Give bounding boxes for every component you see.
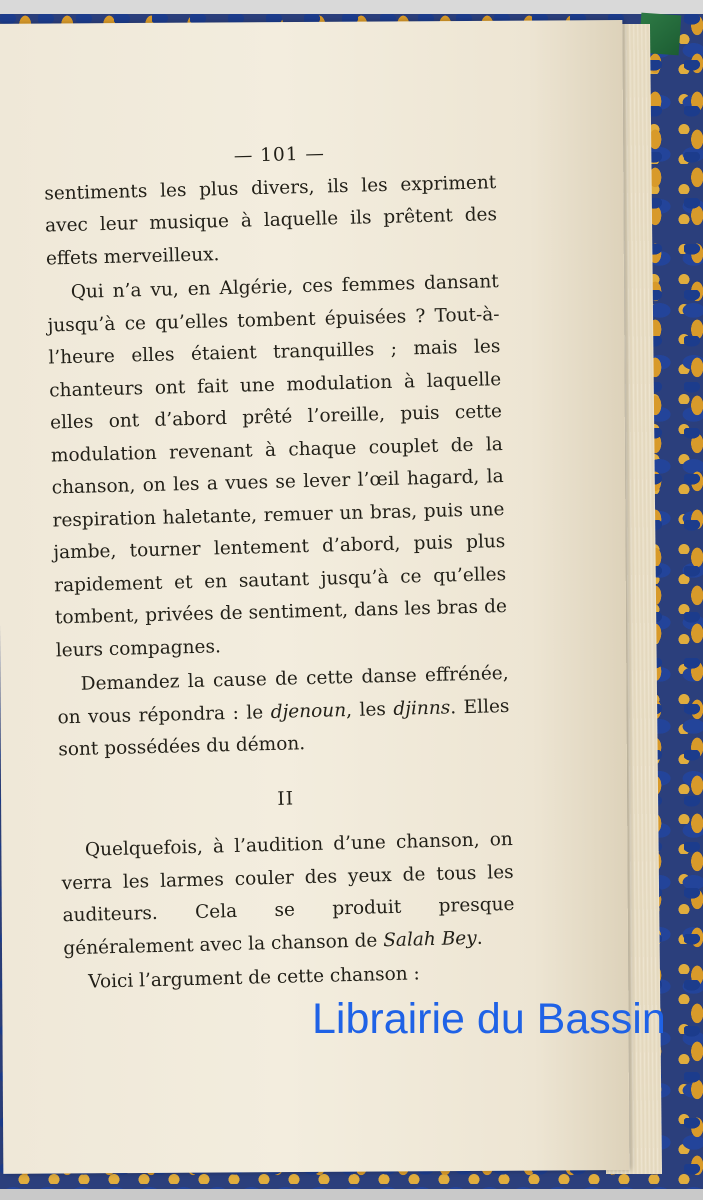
text-run: , les	[345, 698, 394, 721]
text-run: Qui n’a vu, en Algérie, ces femmes dansant jusqu’à ce qu’elles tombent épuisées ? Tout-à-l’heure elles étaient tranquilles ; mais les chanteurs ont fait une modulation à laquelle elles ont d’abord prêté l’oreille, puis cette modulation revenant à chaque couplet de la chanson, on les a vues se lever l’œil hagard, la respiration haletante, remuer un bras, puis une jambe, tourner lentement d’abord, puis plus rapidement et en sautant jusqu’à ce qu’elles tombent, privées de sentiment, dans les bras de leurs compagnes.	[47, 271, 508, 661]
italic-term: djenoun	[270, 699, 347, 723]
italic-term: djinns	[393, 696, 451, 720]
text-run: . Elles sont possédées du démon.	[58, 695, 510, 761]
paragraph-djinns	[56, 658, 510, 767]
page-number: — 101 —	[233, 143, 326, 167]
text-run: .	[476, 927, 483, 949]
paragraph-salah-bey	[61, 824, 516, 965]
text-run: sentiments les plus divers, ils les expriment avec leur musique à laquelle ils prêtent des effets merveilleux.	[44, 171, 498, 270]
text-run: Quelquefois, à l’audition d’une chanson, on verra les larmes couler des yeux de tous les auditeurs. Cela se produit presque généralement avec la chanson de	[61, 828, 515, 959]
italic-term: Salah Bey	[382, 927, 477, 951]
text-run: Demandez la cause de cette danse effrénée, on vous répondra : le	[57, 662, 509, 728]
section-number: II	[277, 787, 295, 810]
page-text-block	[43, 134, 516, 1000]
text-run: Voici l’argument de cette chanson :	[88, 963, 421, 993]
paragraph-continuation	[44, 167, 498, 276]
watermark-logo: Librairie du Bassin	[312, 995, 666, 1043]
paragraph-algerie-dancers	[46, 266, 508, 667]
